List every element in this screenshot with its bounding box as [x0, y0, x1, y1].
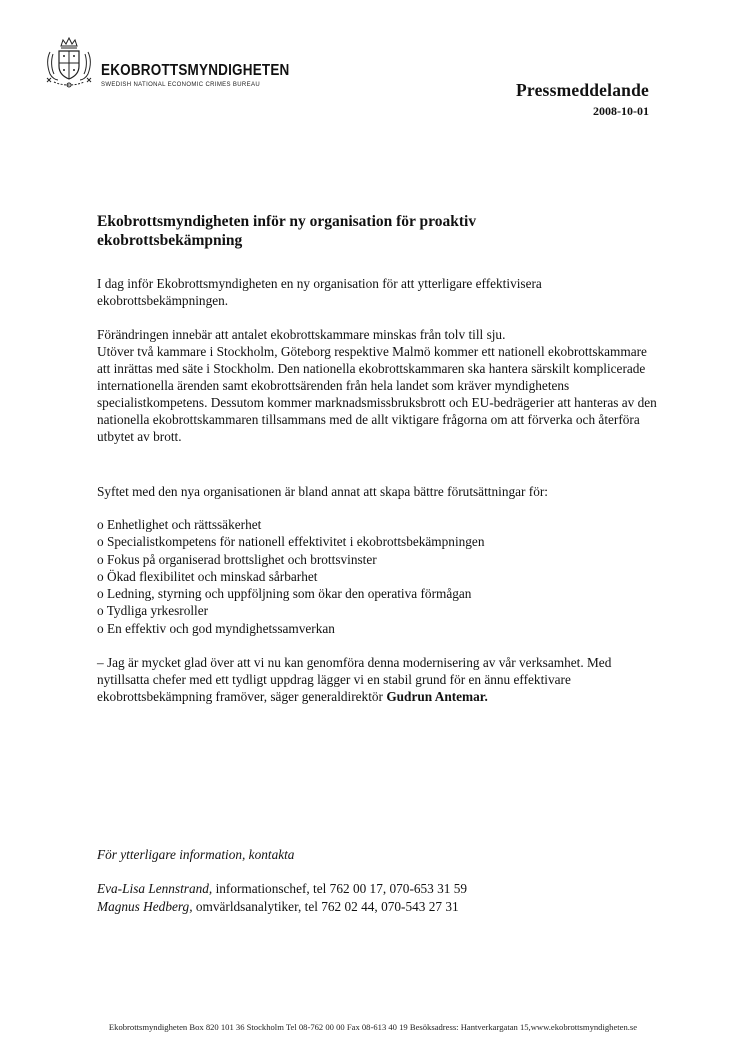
contact-name: Eva-Lisa Lennstrand,	[97, 881, 213, 896]
purpose-list	[97, 516, 657, 637]
contact-details: informationschef, tel 762 00 17, 070-653 31 59	[212, 881, 468, 896]
list-item: o Tydliga yrkesroller	[97, 603, 209, 619]
organization-name: EKOBROTTSMYNDIGHETEN	[101, 61, 290, 79]
contact-heading: För ytterligare information, kontakta	[97, 847, 295, 862]
list-item: o Specialistkompetens för nationell effektivitet i ekobrottsbekämpningen	[97, 534, 485, 550]
headline: Ekobrottsmyndigheten inför ny organisation för proaktiv ekobrottsbekämpning	[97, 213, 477, 249]
organization-subtitle: SWEDISH NATIONAL ECONOMIC CRIMES BUREAU	[101, 82, 260, 88]
coat-of-arms-emblem	[44, 36, 94, 88]
document-type: Pressmeddelande	[516, 80, 649, 100]
list-item: o Ökad flexibilitet och minskad sårbarhet	[97, 568, 318, 584]
purpose-paragraph: Syftet med den nya organisationen är bland annat att skapa bättre förutsättningar för:	[97, 484, 548, 499]
contact-name: Magnus Hedberg,	[97, 899, 193, 914]
list-item: o En effektiv och god myndighetssamverkan	[97, 620, 335, 636]
footer-address: Ekobrottsmyndigheten Box 820 101 36 Stockholm Tel 08-762 00 00 Fax 08-613 40 19 Besöksadress: Hantverkargatan 15,www.ekobrottsmyndigheten.se	[108, 1022, 638, 1032]
list-item: o Fokus på organiserad brottslighet och brottsvinster	[97, 551, 377, 567]
body-paragraph-first-line: Förändringen innebär att antalet ekobrottskammare minskas från tolv till sju.	[97, 327, 506, 342]
body-paragraph	[97, 326, 657, 445]
contact-details: omvärldsanalytiker, tel 762 02 44, 070-543 27 31	[192, 899, 459, 914]
contact-line	[97, 898, 459, 915]
intro-paragraph: I dag inför Ekobrottsmyndigheten en ny organisation för att ytterligare effektivisera ekobrottsbekämpningen.	[97, 276, 542, 308]
quote-speaker-name: Gudrun Antemar.	[386, 689, 488, 704]
quote-paragraph	[97, 654, 617, 705]
document-date: 2008-10-01	[593, 104, 649, 118]
list-item: o Ledning, styrning och uppföljning som ökar den operativa förmågan	[97, 586, 472, 602]
list-item: o Enhetlighet och rättssäkerhet	[97, 517, 262, 532]
quote-text: – Jag är mycket glad över att vi nu kan genomföra denna modernisering av vår verksamhet. Med nytillsatta chefer med ett tydligt uppdrag lägger vi en stabil grund för en ännu effektivare ekobrottsbekämpning framöver, säger generaldirektör	[97, 655, 612, 704]
contact-line	[97, 880, 467, 897]
body-paragraph-rest: Utöver två kammare i Stockholm, Göteborg respektive Malmö kommer ett nationell ekobrottskammare att inrättas med säte i Stockholm. Den nationella ekobrottskammaren ska hantera särskilt komplicerade internationella ärenden samt ekobrottsärenden från hela landet som kräver myndighetens specialistkompetens. Dessutom kommer marknadsmissbruksbrott och EU-bedrägerier att hanteras av den nationella ekobrottskammaren tillsammans med de allt viktigare frågorna om att förverka och återföra utbytet av brott.	[97, 344, 657, 444]
